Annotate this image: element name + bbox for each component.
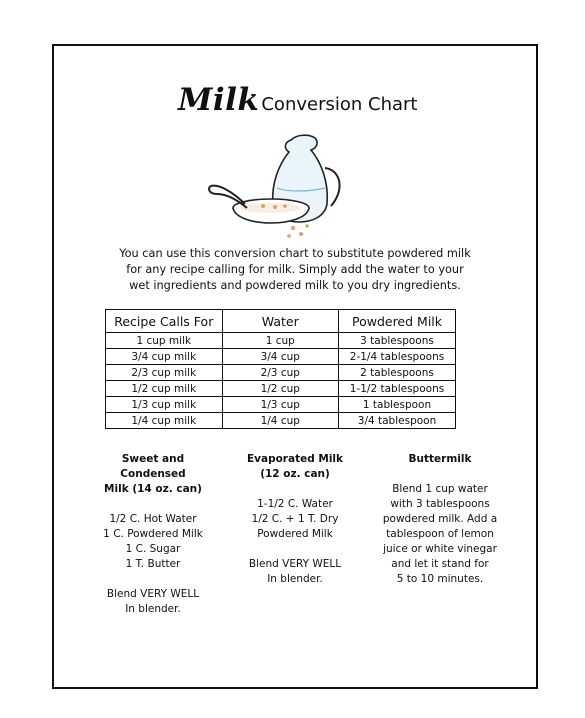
recipe-instruction: juice or white vinegar xyxy=(383,543,497,555)
table-header-row xyxy=(106,310,456,333)
recipe-instruction: with 3 tablespoons xyxy=(390,498,490,510)
recipe-sweet-condensed xyxy=(93,452,213,617)
conversion-table xyxy=(105,309,456,429)
recipe-heading: Buttermilk xyxy=(408,453,472,465)
table-cell: 3/4 cup xyxy=(222,349,338,365)
column-header: Recipe Calls For xyxy=(106,310,223,333)
table-cell: 1-1/2 tablespoons xyxy=(339,381,456,397)
column-header: Water xyxy=(222,310,338,333)
recipe-ingredient: Powdered Milk xyxy=(257,528,333,540)
table-cell: 1/4 cup milk xyxy=(106,413,223,429)
recipe-ingredient: 1 T. Butter xyxy=(125,558,181,570)
recipe-ingredient: 1 C. Powdered Milk xyxy=(103,528,203,540)
table-cell: 1/2 cup milk xyxy=(106,381,223,397)
table-row xyxy=(106,333,456,349)
table-cell: 2-1/4 tablespoons xyxy=(339,349,456,365)
table-cell: 1/3 cup xyxy=(222,397,338,413)
table-cell: 3/4 tablespoon xyxy=(339,413,456,429)
intro-line: wet ingredients and powdered milk to you dry ingredients. xyxy=(129,279,461,292)
intro-line: for any recipe calling for milk. Simply add the water to your xyxy=(126,263,464,276)
table-cell: 1/4 cup xyxy=(222,413,338,429)
table-row xyxy=(106,381,456,397)
recipe-buttermilk xyxy=(375,452,505,587)
recipe-ingredient: 1/2 C. Hot Water xyxy=(109,513,197,525)
table-cell: 3 tablespoons xyxy=(339,333,456,349)
title-rest: Conversion Chart xyxy=(261,94,418,115)
table-cell: 1/3 cup milk xyxy=(106,397,223,413)
table-cell: 2 tablespoons xyxy=(339,365,456,381)
recipe-instruction: 5 to 10 minutes. xyxy=(396,573,484,585)
recipe-evaporated xyxy=(235,452,355,587)
table-cell: 1/2 cup xyxy=(222,381,338,397)
recipe-instruction: Blend VERY WELL xyxy=(248,558,342,570)
table-cell: 1 tablespoon xyxy=(339,397,456,413)
table-cell: 2/3 cup xyxy=(222,365,338,381)
table-row xyxy=(106,413,456,429)
recipe-heading: (12 oz. can) xyxy=(260,468,330,480)
recipe-instruction: powdered milk. Add a xyxy=(382,513,498,525)
table-row xyxy=(106,397,456,413)
milk-pitcher-and-bowl-icon xyxy=(205,128,365,248)
recipe-instruction: In blender. xyxy=(267,573,323,585)
column-header: Powdered Milk xyxy=(339,310,456,333)
table-cell: 3/4 cup milk xyxy=(106,349,223,365)
table-cell: 1 cup milk xyxy=(106,333,223,349)
recipe-ingredient: 1/2 C. + 1 T. Dry xyxy=(251,513,339,525)
recipe-instruction: Blend 1 cup water xyxy=(392,483,488,495)
recipe-heading: Evaporated Milk xyxy=(246,453,344,465)
recipe-ingredient: 1 C. Sugar xyxy=(125,543,181,555)
recipe-instruction: and let it stand for xyxy=(391,558,489,570)
intro-line: You can use this conversion chart to substitute powdered milk xyxy=(119,247,471,260)
table-cell: 1 cup xyxy=(222,333,338,349)
recipe-heading: Sweet and Condensed xyxy=(120,453,186,480)
page-title xyxy=(178,82,417,118)
title-script-word: Milk xyxy=(178,82,260,118)
recipe-instruction: Blend VERY WELL xyxy=(106,588,200,600)
recipe-instruction: In blender. xyxy=(125,603,181,615)
recipe-heading: Milk (14 oz. can) xyxy=(104,483,202,495)
recipe-instruction: tablespoon of lemon xyxy=(386,528,494,540)
table-cell: 2/3 cup milk xyxy=(106,365,223,381)
intro-text xyxy=(105,246,485,294)
table-row xyxy=(106,365,456,381)
table-row xyxy=(106,349,456,365)
recipe-ingredient: 1-1/2 C. Water xyxy=(257,498,333,510)
